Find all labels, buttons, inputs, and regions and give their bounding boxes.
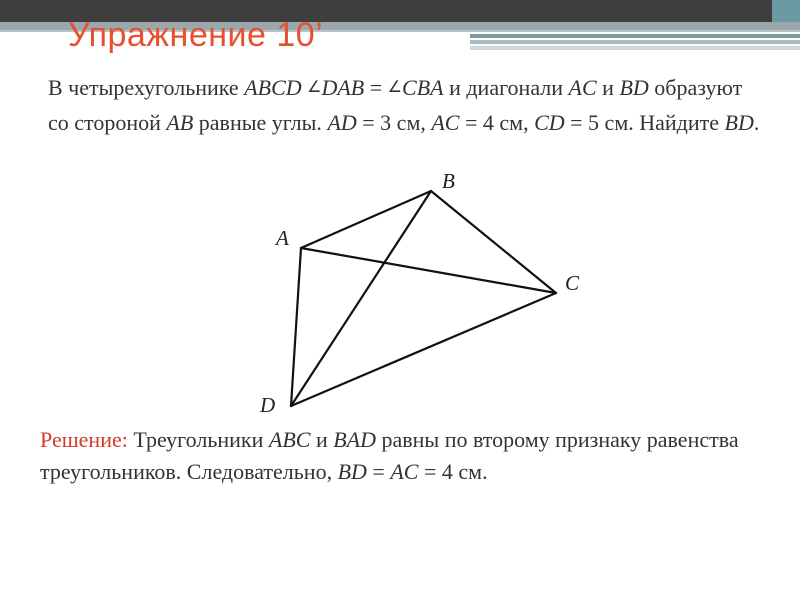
solution-text-part: Треугольники: [127, 427, 269, 452]
triangle-abc: ABC: [268, 427, 311, 452]
problem-text: .: [753, 110, 760, 135]
diagonal-ac: [301, 248, 556, 293]
angle-icon: ∠: [387, 79, 403, 96]
problem-text: и диагонали: [443, 75, 569, 100]
vertex-label-b: B: [442, 169, 455, 193]
vertex-label-c: C: [565, 271, 580, 295]
angle-dab: DAB: [321, 75, 365, 100]
side-bc: [431, 191, 556, 293]
problem-text: В четырехугольнике: [48, 75, 245, 100]
segment-ad: AD: [327, 110, 357, 135]
solution-text-part: и: [310, 427, 334, 452]
problem-text: = 4 см,: [459, 110, 535, 135]
vertex-label-a: A: [276, 226, 289, 250]
problem-text: = 3 см,: [356, 110, 432, 135]
segment-ac: AC: [568, 75, 597, 100]
segment-bd: BD: [619, 75, 649, 100]
triangle-bad: BAD: [333, 427, 376, 452]
solution-text-part: равны по второму признаку равенства треугольников. Следовательно,: [40, 427, 739, 484]
problem-text: образуют со стороной: [48, 75, 743, 135]
segment-ac: AC: [390, 459, 419, 484]
angle-icon: ∠: [307, 79, 322, 96]
solution-label: Решение:: [40, 427, 128, 452]
diagonal-bd: [291, 191, 431, 406]
slide-title: Упражнение 10’: [68, 16, 324, 54]
angle-cba: CBA: [402, 75, 444, 100]
problem-text: равные углы.: [193, 110, 328, 135]
side-cd: [291, 293, 556, 406]
problem-text: =: [364, 75, 388, 100]
solution-text-part: =: [366, 459, 391, 484]
segment-ac: AC: [431, 110, 460, 135]
problem-text: = 5 см. Найдите: [564, 110, 725, 135]
quad-name: ABCD: [244, 75, 302, 100]
segment-bd: BD: [724, 110, 754, 135]
segment-bd: BD: [337, 459, 367, 484]
segment-cd: CD: [534, 110, 565, 135]
solution-text: [40, 424, 780, 488]
segment-ab: AB: [166, 110, 194, 135]
vertex-label-d: D: [260, 393, 276, 417]
side-da: [291, 248, 301, 406]
problem-text: и: [596, 75, 620, 100]
solution-text-part: = 4 см.: [418, 459, 488, 484]
